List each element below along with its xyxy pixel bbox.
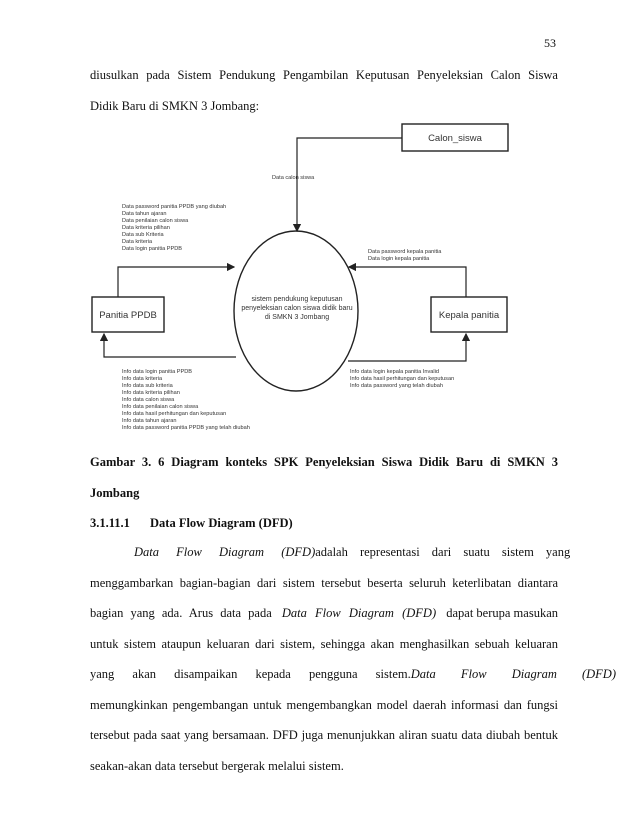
flow-panitia-out-label: Info data calon siswa [122,397,175,403]
flow-panitia-out-label: Info data sub kriteria [122,383,173,389]
term-dfd: Data Flow Diagram (DFD) [134,545,316,559]
flow-panitia-in-label: Data kriteria pilihan [122,225,170,231]
page-number: 53 [544,36,556,50]
paragraph-text: dapat berupa masukan [446,606,558,620]
paragraph-text: bagian yang ada. Arus data pada [90,606,272,620]
paragraph-line-4: untuk sistem ataupun keluaran dari sistem, sehingga akan menghasilkan sebuah keluaran [90,637,558,651]
entity-panitia-ppdb-label: Panitia PPDB [99,310,157,321]
flow-kepala-out-label: Info data login kepala panitia Invalid [350,369,439,375]
entity-kepala-panitia-label: Kepala panitia [438,310,500,321]
flow-panitia-in-arrow [118,267,234,297]
entity-calon-siswa-label: Calon_siswa [428,133,482,144]
flow-panitia-out-label: Info data kriteria [122,376,163,382]
flow-calon-siswa-arrow [297,138,402,231]
process-label-line-2: penyeleksian calon siswa didik baru [241,305,353,312]
flow-kepala-out-arrow [348,334,466,361]
intro-line-2: Didik Baru di SMKN 3 Jombang: [90,99,260,113]
figure-caption-line-1: Gambar 3. 6 Diagram konteks SPK Penyeleksian Siswa Didik Baru di SMKN 3 [90,455,558,469]
paragraph-line-2: menggambarkan bagian-bagian dari sistem tersebut beserta seluruh keterlibatan diantara [90,576,558,590]
flow-kepala-out-label: Info data password yang telah diubah [350,383,443,389]
section-number: 3.1.11.1 [90,516,130,530]
flow-calon-siswa-label: Data calon siswa [272,175,315,181]
flow-panitia-in-label: Data tahun ajaran [122,211,167,217]
flow-panitia-out-label: Info data tahun ajaran [122,418,177,424]
process-label-line-3: di SMKN 3 Jombang [264,314,330,321]
flow-kepala-out-label: Info data hasil perhitungan dan keputusan [350,376,455,382]
flow-panitia-in-label: Data login panitia PPDB [122,246,183,252]
flow-panitia-out-arrow [104,334,236,357]
term-dfd: Data Flow Diagram (DFD) [281,606,437,620]
flow-panitia-out-label: Info data password panitia PPDB yang telah diubah [122,425,250,431]
intro-line-1: diusulkan pada Sistem Pendukung Pengambilan Keputusan Penyeleksian Calon Siswa [90,68,558,82]
flow-panitia-out-label: Info data kriteria pilihan [122,390,180,396]
flow-panitia-out-label: Info data login panitia PPDB [122,369,192,375]
flow-panitia-in-label: Data penilaian calon siswa [122,218,189,224]
flow-panitia-in-label: Data password panitia PPDB yang diubah [122,204,227,210]
paragraph-line-1 [134,545,571,560]
paragraph-line-8: seakan-akan data tersebut bergerak melalui sistem. [90,759,344,773]
section-title: Data Flow Diagram (DFD) [150,516,293,530]
flow-kepala-in-label: Data password kepala panitia [368,249,442,255]
flow-panitia-out-label: Info data hasil perhitungan dan keputusan [122,411,227,417]
paragraph-text: adalah representasi dari suatu sistem yang [315,545,571,559]
flow-kepala-in-label: Data login kepala panitia [368,256,430,262]
paragraph-line-7: tersebut pada saat yang bersamaan. DFD juga menunjukkan aliran suatu data diubah bentuk [90,728,558,742]
term-dfd: Data Flow Diagram (DFD) [410,667,616,681]
flow-kepala-in-arrow [349,267,466,297]
paragraph-text: yang akan disampaikan kepada pengguna sistem. [90,667,411,681]
paragraph-line-6: memungkinkan pengembangan untuk mengembangkan model daerah informasi dan fungsi [90,698,558,712]
paragraph-line-5 [90,667,616,682]
flow-panitia-in-label: Data kriteria [122,239,153,245]
paragraph-line-3 [90,606,558,621]
flow-panitia-in-label: Data sub Kriteria [122,232,164,238]
figure-caption-line-2: Jombang [90,486,140,500]
process-label-line-1: sistem pendukung keputusan [251,296,343,303]
flow-panitia-out-label: Info data penilaian calon siswa [122,404,199,410]
